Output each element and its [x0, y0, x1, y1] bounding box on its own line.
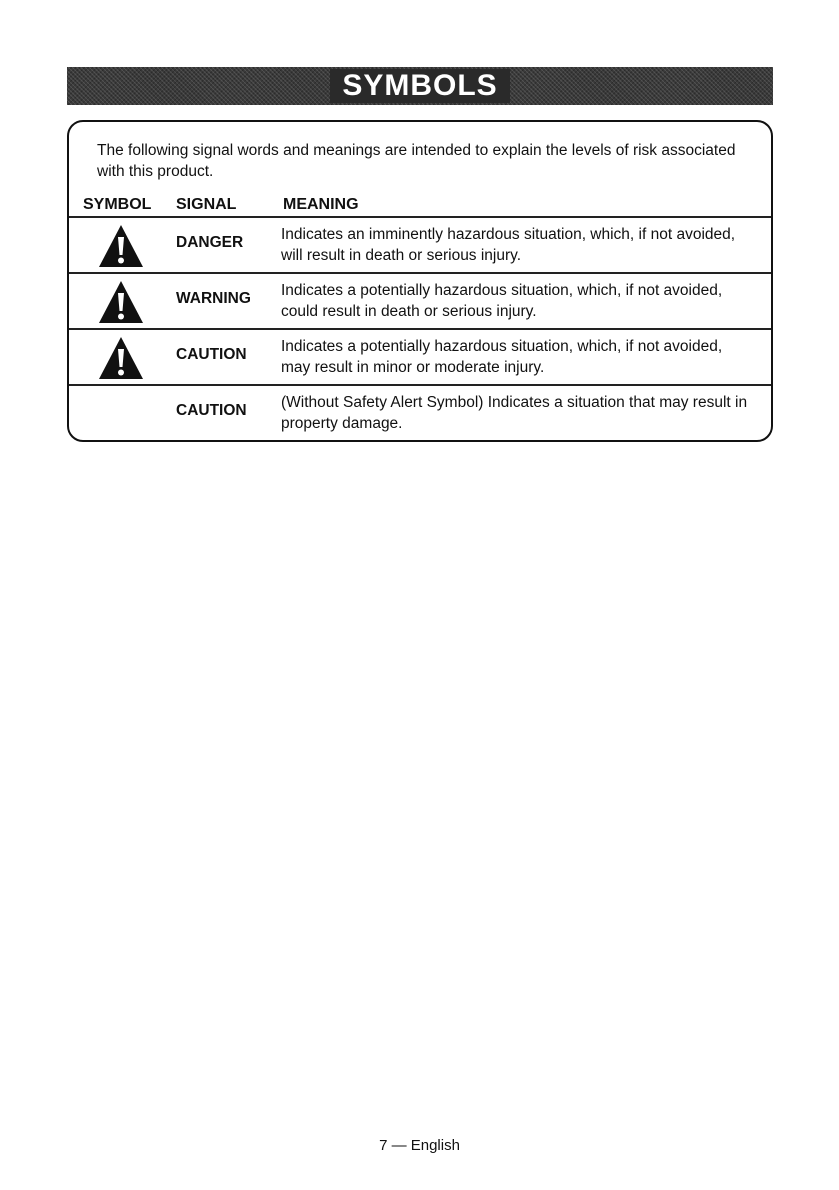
meaning-text: Indicates a potentially hazardous situation, which, if not avoided, could result in death or serious injury. — [281, 282, 723, 320]
page-title: SYMBOLS — [330, 69, 509, 103]
meaning-text: Indicates an imminently hazardous situation, which, if not avoided, will result in death or serious injury. — [281, 226, 736, 264]
table-row — [69, 216, 771, 274]
signal-word: CAUTION — [176, 346, 247, 363]
header-meaning: MEANING — [283, 196, 359, 213]
meaning-text: Indicates a potentially hazardous situation, which, if not avoided, may result in minor or moderate injury. — [281, 338, 723, 376]
safety-alert-icon — [97, 279, 145, 325]
header-signal: SIGNAL — [176, 196, 237, 213]
symbols-table-box — [67, 120, 773, 442]
safety-alert-icon — [97, 223, 145, 269]
table-header — [69, 196, 771, 218]
signal-word: WARNING — [176, 290, 251, 307]
intro-text: The following signal words and meanings are intended to explain the levels of risk associated with this product. — [97, 142, 736, 180]
header-symbol: SYMBOL — [83, 196, 152, 213]
section-banner — [67, 67, 773, 105]
meaning-text: (Without Safety Alert Symbol) Indicates a situation that may result in property damage. — [281, 394, 748, 432]
table-row — [69, 272, 771, 330]
table-row — [69, 384, 771, 442]
signal-word: DANGER — [176, 234, 244, 251]
table-row — [69, 328, 771, 386]
safety-alert-icon — [97, 335, 145, 381]
signal-word: CAUTION — [176, 402, 247, 419]
page-number: 7 — English — [379, 1137, 460, 1154]
